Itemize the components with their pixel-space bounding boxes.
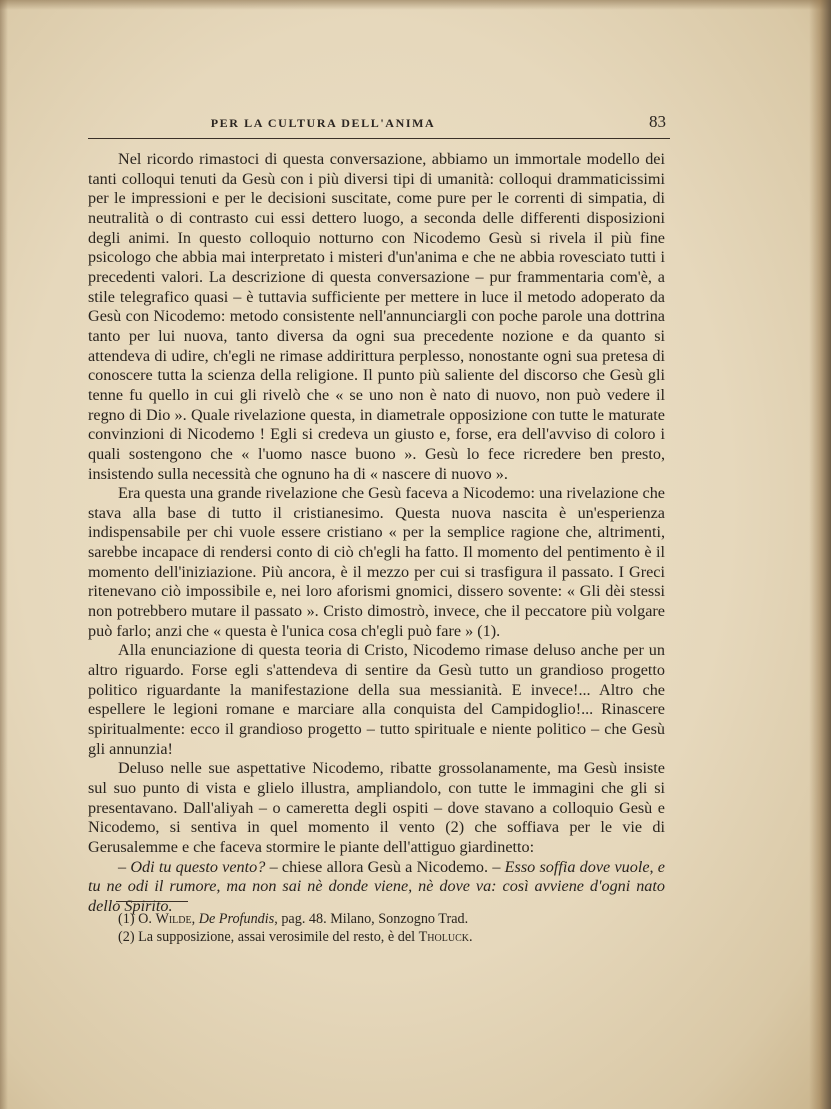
running-title: PER LA CULTURA DELL'ANIMA (210, 116, 436, 130)
paragraph-1: Nel ricordo rimastoci di questa conversazione, abbiamo un immortale modello dei tanti colloqui tenuti da Gesù con i più diversi tipi di umanità: colloqui drammaticissimi per le impressioni e per le decisioni suscitate, come pure per le correnti di simpatia, di neutralità o di contrasto cui essi dettero luogo, a seconda delle differenti disposizioni degli animi. In questo colloquio notturno con Nicodemo Gesù si rivela il più fine psicologo che abbia mai interpretato i misteri d'un'anima e che ne abbia rovesciato tutti i precedenti valori. La descrizione di questa conversazione – pur frammentaria com'è, a stile telegrafico quasi – è tuttavia sufficiente per mettere in luce il metodo adoperato da Gesù con Nicodemo: metodo consistente nell'annunciargli con poche parole una dottrina tanto per lui nuova, tanto diversa da ogni sua precedente nozione e da quanto si attendeva di udire, ch'egli ne rimase addirittura perplesso, nonostante ogni sua pretesa di conoscere tutta la scienza della religione. Il punto più saliente del discorso che Gesù gli tenne fu quello in cui gli rivelò che « se uno non è nato di nuovo, non può vedere il regno di Dio ». Quale rivelazione questa, in diametrale opposizione con tutte le maturate convinzioni di Nicodemo ! Egli si credeva un giusto e, forse, era dell'avviso di coloro i quali sostengono che « l'uomo nasce buono ». Gesù lo fece ricredere ben presto, insistendo sulla necessità che ognuno ha di « nascere di nuovo ». (88, 150, 665, 483)
footnote-1-rest: , pag. 48. Milano, Sonzogno Trad. (274, 911, 469, 927)
paragraph-2: Era questa una grande rivelazione che Gesù faceva a Nicodemo: una rivelazione che stava alla base di tutto il cristianesimo. Questa nuova nascita è un'esperienza indispensabile per chi vuole essere cristiano « per la semplice ragione che, altrimenti, sarebbe incapace di rendersi conto di ciò ch'egli ha fatto. Il momento del pentimento è il momento dell'iniziazione. Più ancora, è il mezzo per cui si trasfigura il passato. I Greci ritenevano ciò impossibile e, nei loro aforismi gnomici, dissero sovente: « Gli dèi stessi non potrebbero mutare il passato ». Cristo dimostrò, invece, che il peccatore più volgare può farlo; anzi che « questa è l'unica cosa ch'egli può fare » (1). (88, 484, 665, 640)
footnote-1-sep: , (191, 911, 199, 927)
footnote-2-author: Tholuck (418, 928, 469, 945)
paragraph-4: Deluso nelle sue aspettative Nicodemo, ribatte grossolanamente, ma Gesù insiste sul suo punto di vista e glielo illustra, ampliandolo, con tutte le immagini che gli si presentavano. Dall'aliyah – o cameretta degli ospiti – dove stavano a colloquio Gesù e Nicodemo, si sentiva in quel momento il vento (2) che soffiava per le vie di Gerusalemme e che faceva stormire le piante dell'attiguo giardinetto: (88, 759, 665, 856)
paragraph-3: Alla enunciazione di questa teoria di Cristo, Nicodemo rimase deluso anche per un altro riguardo. Forse egli s'attendeva di sentire da Gesù tutto un grandioso progetto politico riguardante la manifestazione della sua messianità. E invece!... Altro che espellere le legioni romane e marciare alla conquista del Campidoglio!... Rinascere spiritualmente: ecco il grandioso progetto – tutto spirituale e niente politico – che Gesù gli annunzia! (88, 641, 665, 758)
page-number: 83 (649, 112, 666, 131)
footnote-1-marker: (1) O. (118, 911, 156, 927)
footnote-1-author: Wilde (155, 911, 192, 927)
page-left-shadow (0, 0, 8, 1109)
dialogue-paragraph (88, 858, 665, 917)
dialogue-narration: – chiese allora Gesù a Nicodemo. (265, 857, 493, 876)
body-text (88, 150, 665, 917)
footnote-2-marker: (2) (118, 928, 139, 945)
dialogue-answer: – Esso soffia dove vuole, e tu ne odi il rumore, ma non sai nè donde viene, nè dove va: così avviene d'ogni nato dello Spirito. (88, 857, 665, 915)
footnote-2-end: . (468, 928, 473, 945)
footnotes (118, 911, 618, 946)
page-top-shadow (0, 0, 831, 10)
footnote-1-title: De Profundis (198, 911, 275, 927)
page-right-edge (809, 0, 831, 1109)
footnote-2 (118, 929, 618, 947)
footnote-rule (116, 901, 188, 902)
running-head (88, 110, 670, 139)
footnote-2-text: La supposizione, assai verosimile del resto, è del (138, 928, 419, 945)
dialogue-question: – Odi tu questo vento? (118, 857, 266, 876)
footnote-1 (118, 911, 618, 929)
